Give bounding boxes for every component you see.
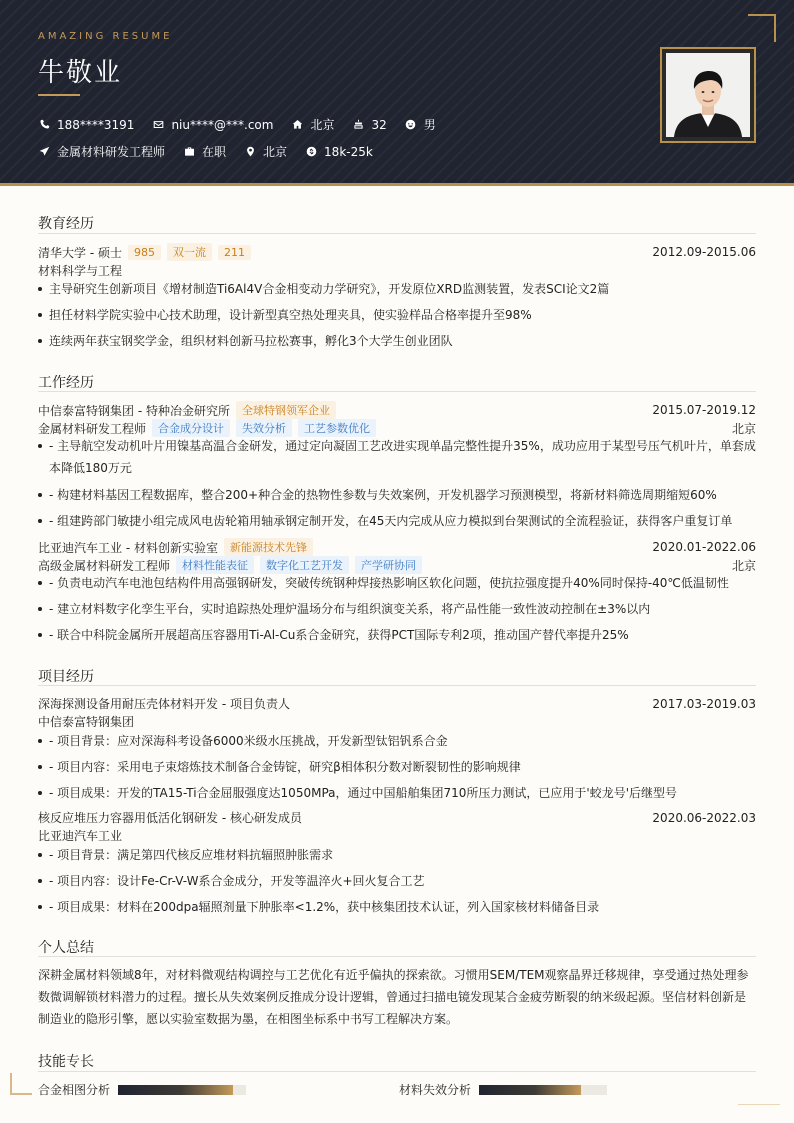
education-header-row	[38, 243, 756, 261]
education-bullet: 连续两年获宝钢奖学金，组织材料创新马拉松赛事，孵化3个大学生创业团队	[38, 330, 756, 352]
education-period: 2012.09-2015.06	[652, 245, 756, 259]
job-bullet: - 构建材料基因工程数据库，整合200+种合金的热物性参数与失效案例，开发机器学习预测模型，将新材料筛选周期缩短60%	[38, 484, 756, 506]
project-bullet: - 项目内容：设计Fe-Cr-V-W系合金成分，开发等温淬火+回火复合工艺	[38, 870, 756, 892]
school-tag: 双一流	[167, 243, 212, 261]
project-name: 核反应堆压力容器用低活化钢研发 - 核心研发成员	[38, 811, 302, 825]
project-org: 中信泰富特钢集团	[38, 715, 135, 729]
phone-text: 188****3191	[57, 117, 135, 132]
job-bullet: - 主导航空发动机叶片用镍基高温合金研发，通过定向凝固工艺改进实现单晶完整性提升35%，成功应用于某型号压气机叶片，单套成本降低180万元	[38, 435, 756, 479]
job-period: 2015.07-2019.12	[652, 403, 756, 417]
phone-info	[38, 118, 134, 132]
location-pin-icon	[244, 146, 256, 158]
job-header-row	[38, 401, 756, 419]
basic-info-row	[38, 116, 454, 133]
resume-tagline: AMAZING RESUME	[38, 31, 173, 42]
gender-info	[405, 116, 436, 133]
city-info	[291, 116, 334, 133]
mail-icon	[152, 119, 164, 131]
target-job-text: 金属材料研发工程师	[57, 145, 166, 159]
briefcase-icon	[183, 146, 195, 158]
candidate-name: 牛敬业	[38, 58, 123, 88]
name-underline	[38, 94, 80, 96]
projects-divider	[38, 685, 756, 686]
age-text: 32	[371, 117, 387, 132]
job-location: 北京	[731, 421, 756, 436]
skill-tag: 数字化工艺开发	[260, 556, 349, 574]
job-period: 2020.01-2022.06	[652, 540, 756, 554]
skill-name: 材料失效分析	[399, 1083, 472, 1097]
job-company-group	[38, 538, 313, 556]
project-period: 2017.03-2019.03	[652, 696, 756, 711]
education-major: 材料科学与工程	[38, 264, 123, 278]
education-bullet: 担任材料学院实验中心技术助理，设计新型真空热处理夹具，使实验样品合格率提升至98%	[38, 304, 756, 326]
job-intent-row	[38, 143, 391, 160]
skill-tag: 合金成分设计	[152, 419, 230, 437]
salary-info	[305, 145, 373, 159]
education-divider	[38, 233, 756, 234]
skill-tag: 失效分析	[236, 419, 292, 437]
project-period: 2020.06-2022.03	[652, 810, 756, 825]
email-info	[152, 118, 273, 132]
work-divider	[38, 391, 756, 392]
gender-text: 男	[423, 118, 436, 132]
work-section-title: 工作经历	[38, 375, 94, 391]
skill-level-bar	[479, 1085, 607, 1095]
phone-icon	[38, 119, 50, 131]
summary-section-title: 个人总结	[38, 940, 94, 956]
skill-level-fill	[118, 1085, 233, 1095]
send-icon	[38, 146, 50, 158]
footer-corner-ornament	[10, 1073, 32, 1095]
resume-header	[0, 0, 794, 186]
job-company-group	[38, 401, 336, 419]
profile-photo-frame	[660, 47, 756, 143]
project-org: 比亚迪汽车工业	[38, 829, 123, 843]
skill-item	[399, 1081, 607, 1098]
job-bullet: - 负责电动汽车电池包结构件用高强钢研发，突破传统钢种焊接热影响区软化问题，使抗拉强度提升40%同时保持-40℃低温韧性	[38, 572, 756, 594]
salary-text: 18k-25k	[324, 144, 373, 159]
status-info	[183, 143, 226, 160]
project-header-row	[38, 809, 756, 826]
job-bullet: - 组建跨部门敏捷小组完成风电齿轮箱用轴承钢定制开发，在45天内完成从应力模拟到台架测试的全流程验证，获得客户重复订单	[38, 510, 756, 532]
person-portrait-icon	[666, 53, 750, 137]
money-icon	[305, 146, 317, 158]
education-bullet: 主导研究生创新项目《增材制造Ti6Al4V合金相变动力学研究》，开发原位XRD监测装置，发表SCI论文2篇	[38, 278, 756, 300]
skills-divider	[38, 1071, 756, 1072]
school-tag: 211	[218, 245, 251, 260]
target-job-info	[38, 143, 165, 160]
city-text: 北京	[310, 118, 335, 132]
project-header-row	[38, 695, 756, 712]
skill-name: 合金相图分析	[38, 1083, 111, 1097]
skill-level-bar	[118, 1085, 246, 1095]
cake-icon	[352, 119, 364, 131]
profile-photo	[666, 53, 750, 137]
project-bullet: - 项目内容：采用电子束熔炼技术制备合金铸锭，研究β相体积分数对断裂韧性的影响规律	[38, 756, 756, 778]
job-company: 比亚迪汽车工业 - 材料创新实验室	[38, 540, 218, 555]
project-bullet: - 项目背景：满足第四代核反应堆材料抗辐照肿胀需求	[38, 844, 756, 866]
age-info	[352, 118, 386, 132]
education-school-group	[38, 243, 251, 261]
skill-tag: 产学研协同	[355, 556, 422, 574]
target-city-text: 北京	[263, 145, 288, 159]
job-bullet: - 建立材料数字化孪生平台，实时追踪热处理炉温场分布与组织演变关系，将产品性能一致性波动控制在±3%以内	[38, 598, 756, 620]
project-bullet: - 项目背景：应对深海科考设备6000米级水压挑战，开发新型钛铝钒系合金	[38, 730, 756, 752]
summary-divider	[38, 956, 756, 957]
job-location: 北京	[731, 558, 756, 573]
projects-section-title: 项目经历	[38, 669, 94, 685]
job-company: 中信泰富特钢集团 - 特种冶金研究所	[38, 403, 230, 418]
job-bullet: - 联合中科院金属所开展超高压容器用Ti-Al-Cu系合金研究，获得PCT国际专利2项，推动国产替代率提升25%	[38, 624, 756, 646]
school-tag: 985	[128, 245, 161, 260]
summary-text: 深耕金属材料领域8年，对材料微观结构调控与工艺优化有近乎偏执的探索欲。习惯用SEM/TEM观察晶界迁移规律，享受通过热处理参数微调解锁材料潜力的过程。擅长从失效案例反推成分设计逻辑，曾通过扫描电镜发现某合金疲劳断裂的纳米级起源。坚信材料创新是制造业的隐形引擎，愿以实验室数据为墨，在相图坐标系中书写工程解决方案。	[38, 968, 749, 1026]
education-section-title: 教育经历	[38, 216, 94, 232]
skill-item	[38, 1081, 246, 1098]
skill-level-fill	[479, 1085, 581, 1095]
header-corner-ornament	[748, 14, 776, 42]
gender-icon	[405, 119, 417, 131]
project-name: 深海探测设备用耐压壳体材料开发 - 项目负责人	[38, 697, 290, 711]
skill-tag: 工艺参数优化	[298, 419, 376, 437]
job-header-row	[38, 538, 756, 556]
home-icon	[291, 119, 303, 131]
company-tag: 全球特钢领军企业	[236, 401, 336, 419]
job-position: 高级金属材料研发工程师	[38, 558, 171, 573]
footer-line-ornament	[738, 1104, 780, 1105]
school-name: 清华大学 - 硕士	[38, 245, 122, 260]
status-text: 在职	[202, 145, 227, 159]
target-city-info	[244, 143, 287, 160]
company-tag: 新能源技术先锋	[224, 538, 313, 556]
skills-section-title: 技能专长	[38, 1054, 94, 1070]
email-text: niu****@***.com	[171, 117, 274, 132]
project-bullet: - 项目成果：开发的TA15-Ti合金屈服强度达1050MPa，通过中国船舶集团710所压力测试，已应用于'蛟龙号'后继型号	[38, 782, 756, 804]
skill-tag: 材料性能表征	[176, 556, 254, 574]
project-bullet: - 项目成果：材料在200dpa辐照剂量下肿胀率<1.2%，获中核集团技术认证，列入国家核材料储备目录	[38, 896, 756, 918]
job-position: 金属材料研发工程师	[38, 421, 147, 436]
